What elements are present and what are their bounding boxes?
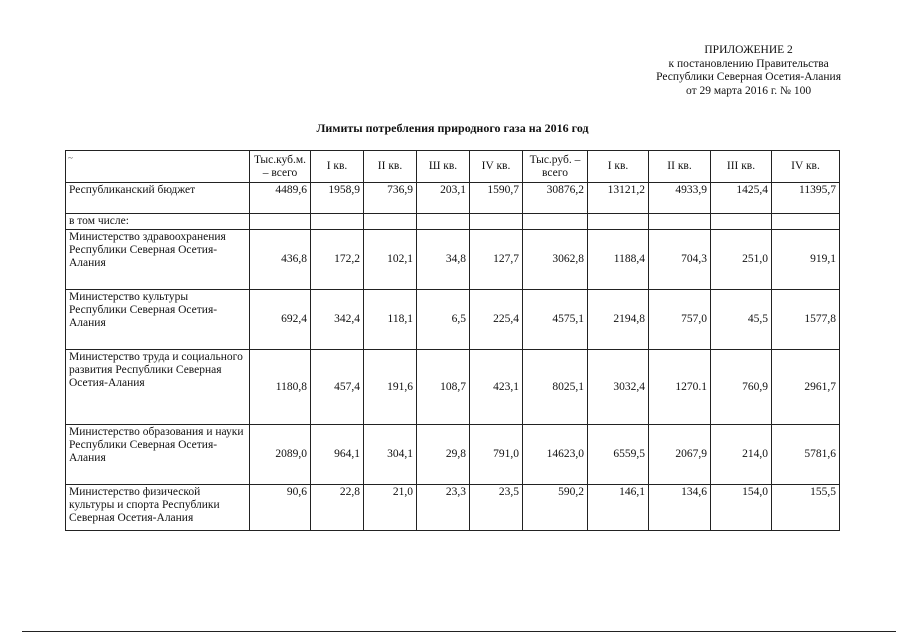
value-cell: 172,2	[311, 230, 364, 290]
table-row	[66, 350, 840, 425]
value-cell: 2961,7	[772, 350, 840, 425]
value-cell: 4489,6	[250, 183, 311, 214]
value-cell: 90,6	[250, 485, 311, 531]
value-cell	[417, 214, 470, 230]
value-cell: 30876,2	[523, 183, 588, 214]
value-cell: 1180,8	[250, 350, 311, 425]
value-cell: 457,4	[311, 350, 364, 425]
value-cell: 757,0	[649, 290, 711, 350]
value-cell: 2089,0	[250, 425, 311, 485]
row-name: Министерство здравоохранения Республики Северная Осетия-Алания	[66, 230, 250, 290]
table-row	[66, 290, 840, 350]
row-name: Министерство труда и социального развития Республики Северная Осетия-Алания	[66, 350, 250, 425]
gas-limits-table	[65, 150, 840, 531]
appendix-decree: к постановлению Правительства	[668, 57, 829, 70]
value-cell	[364, 214, 417, 230]
value-cell: 23,5	[470, 485, 523, 531]
value-cell: 146,1	[588, 485, 649, 531]
table-row	[66, 214, 840, 230]
value-cell: 29,8	[417, 425, 470, 485]
table-row	[66, 425, 840, 485]
value-cell: 5781,6	[772, 425, 840, 485]
row-name: в том числе:	[66, 214, 250, 230]
value-cell: 154,0	[711, 485, 772, 531]
value-cell: 127,7	[470, 230, 523, 290]
row-name: Министерство образования и науки Республики Северная Осетия-Алания	[66, 425, 250, 485]
header-cell: II кв.	[649, 151, 711, 183]
appendix-header	[656, 44, 841, 98]
page-bottom-rule	[22, 631, 896, 632]
value-cell: 760,9	[711, 350, 772, 425]
value-cell: 45,5	[711, 290, 772, 350]
value-cell	[470, 214, 523, 230]
value-cell: 23,3	[417, 485, 470, 531]
value-cell: 251,0	[711, 230, 772, 290]
value-cell: 692,4	[250, 290, 311, 350]
value-cell	[311, 214, 364, 230]
value-cell: 2194,8	[588, 290, 649, 350]
row-name: Министерство культуры Республики Северная Осетия-Алания	[66, 290, 250, 350]
value-cell	[772, 214, 840, 230]
value-cell: 214,0	[711, 425, 772, 485]
header-corner: ~	[66, 151, 250, 183]
value-cell: 791,0	[470, 425, 523, 485]
value-cell: 13121,2	[588, 183, 649, 214]
value-cell: 108,7	[417, 350, 470, 425]
row-name: Министерство физической культуры и спорта Республики Северная Осетия-Алания	[66, 485, 250, 531]
value-cell: 8025,1	[523, 350, 588, 425]
header-cell: Ш кв.	[417, 151, 470, 183]
header-cell: I кв.	[311, 151, 364, 183]
value-cell: 736,9	[364, 183, 417, 214]
value-cell: 134,6	[649, 485, 711, 531]
appendix-label: ПРИЛОЖЕНИЕ 2	[704, 44, 793, 56]
value-cell: 6,5	[417, 290, 470, 350]
value-cell: 1270.1	[649, 350, 711, 425]
value-cell	[523, 214, 588, 230]
header-cell: IV кв.	[772, 151, 840, 183]
table-row	[66, 485, 840, 531]
value-cell: 304,1	[364, 425, 417, 485]
value-cell: 342,4	[311, 290, 364, 350]
value-cell: 118,1	[364, 290, 417, 350]
value-cell: 1577,8	[772, 290, 840, 350]
value-cell	[649, 214, 711, 230]
value-cell: 155,5	[772, 485, 840, 531]
value-cell: 6559,5	[588, 425, 649, 485]
value-cell: 964,1	[311, 425, 364, 485]
value-cell: 3032,4	[588, 350, 649, 425]
value-cell: 22,8	[311, 485, 364, 531]
document-title: Лимиты потребления природного газа на 2016 год	[316, 121, 589, 135]
header-cell: II кв.	[364, 151, 417, 183]
header-cell: Тыс.куб.м. – всего	[250, 151, 311, 183]
value-cell: 14623,0	[523, 425, 588, 485]
value-cell: 4933,9	[649, 183, 711, 214]
appendix-date-number: от 29 марта 2016 г. № 100	[686, 84, 812, 97]
value-cell: 21,0	[364, 485, 417, 531]
header-cell: IV кв.	[470, 151, 523, 183]
value-cell: 11395,7	[772, 183, 840, 214]
value-cell: 590,2	[523, 485, 588, 531]
value-cell: 2067,9	[649, 425, 711, 485]
value-cell: 1188,4	[588, 230, 649, 290]
value-cell: 102,1	[364, 230, 417, 290]
value-cell	[588, 214, 649, 230]
appendix-republic: Республики Северная Осетия-Алания	[656, 71, 841, 83]
value-cell: 191,6	[364, 350, 417, 425]
table-header-row	[66, 151, 840, 183]
value-cell: 203,1	[417, 183, 470, 214]
value-cell: 423,1	[470, 350, 523, 425]
header-cell: I кв.	[588, 151, 649, 183]
value-cell: 1590,7	[470, 183, 523, 214]
value-cell: 4575,1	[523, 290, 588, 350]
header-cell: III кв.	[711, 151, 772, 183]
value-cell: 225,4	[470, 290, 523, 350]
header-cell: Тыс.руб. – всего	[523, 151, 588, 183]
row-name: Республиканский бюджет	[66, 183, 250, 214]
value-cell: 1958,9	[311, 183, 364, 214]
table-row	[66, 183, 840, 214]
value-cell	[250, 214, 311, 230]
value-cell: 704,3	[649, 230, 711, 290]
value-cell: 436,8	[250, 230, 311, 290]
table-row	[66, 230, 840, 290]
value-cell	[711, 214, 772, 230]
value-cell: 34,8	[417, 230, 470, 290]
value-cell: 919,1	[772, 230, 840, 290]
value-cell: 1425,4	[711, 183, 772, 214]
value-cell: 3062,8	[523, 230, 588, 290]
